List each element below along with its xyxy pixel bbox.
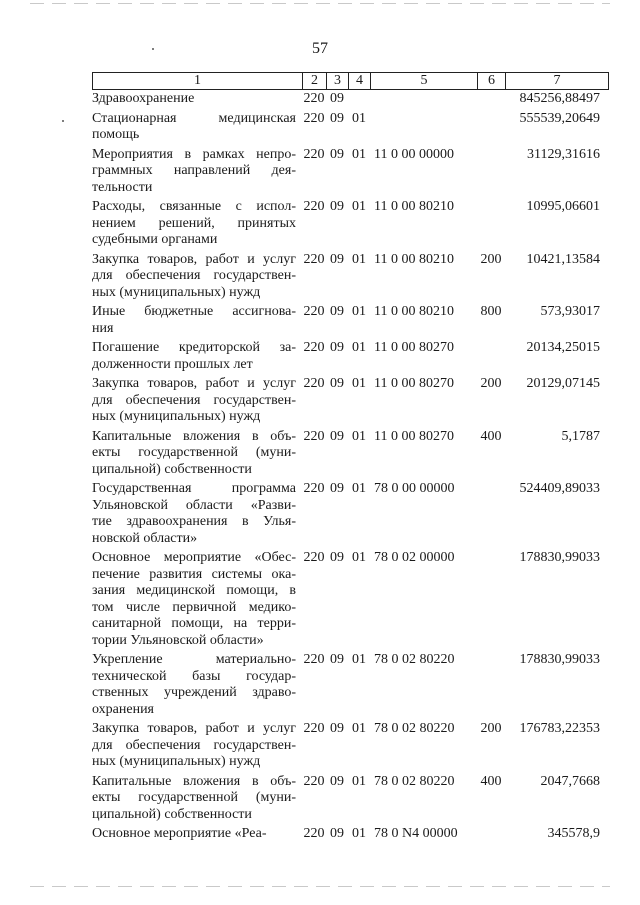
scan-edge-top [30, 3, 610, 4]
row-name-line: тельности [92, 179, 153, 195]
code-section-cell: 09 [330, 340, 344, 355]
code-section-cell: 09 [330, 304, 344, 319]
row-name-line: ных (муниципальных) нужд [92, 409, 261, 424]
row-name-cell [92, 826, 302, 846]
row-name-line: ных (муниципальных) нужд [92, 754, 261, 769]
row-name-line: Расходы, связанные с испол- [92, 199, 296, 214]
code-target-article-cell: 11 0 00 80210 [374, 199, 454, 214]
code-subsection-cell: 01 [352, 146, 366, 162]
row-name-line: ципальной) собственности [92, 806, 252, 822]
table-row [92, 429, 608, 482]
code-expense-type-cell [477, 91, 505, 111]
code-grbs-cell: 220 [303, 376, 325, 391]
row-name-line: Укрепление материально- [92, 652, 296, 667]
code-expense-type-cell: 800 [480, 304, 502, 319]
row-name-line: ных (муниципальных) нужд [92, 284, 261, 300]
amount-cell: 10995,06601 [526, 199, 600, 214]
code-target-article-cell: 11 0 00 80270 [374, 340, 454, 355]
row-name-line: Иные бюджетные ассигнова- [92, 304, 296, 319]
code-expense-type-cell: 200 [480, 376, 502, 391]
row-name-line: Государственная программа [92, 481, 296, 496]
amount-cell: 31129,31616 [527, 146, 600, 162]
table-row [92, 774, 608, 827]
code-expense-type-cell [477, 652, 505, 721]
code-section-cell: 09 [330, 481, 344, 496]
row-name-cell [92, 774, 302, 827]
amount-cell: 5,1787 [561, 428, 600, 444]
code-subsection-cell: 01 [352, 340, 366, 355]
row-name-cell [92, 429, 302, 482]
code-section-cell: 09 [330, 550, 344, 565]
code-target-article-cell: 78 0 02 80220 [374, 652, 455, 667]
scan-speck [62, 120, 64, 122]
budget-table-body [92, 91, 608, 846]
code-section-cell: 09 [330, 251, 344, 267]
code-expense-type-cell [477, 340, 505, 376]
table-row [92, 111, 608, 147]
code-subsection-cell [348, 91, 370, 111]
code-subsection-cell: 01 [352, 550, 366, 565]
table-row [92, 340, 608, 376]
table-row [92, 721, 608, 774]
row-name-line: Мероприятия в рамках непро- [92, 146, 296, 162]
column-header-4: 4 [349, 73, 371, 90]
row-name-line: Основное мероприятие «Обес- [92, 550, 296, 565]
row-name-cell [92, 340, 302, 376]
row-name-line: санитарной помощи, на терри- [92, 616, 296, 631]
row-name-cell [92, 376, 302, 429]
table-row [92, 550, 608, 652]
row-name-line: Капитальные вложения в объ- [92, 428, 296, 444]
row-name-cell [92, 252, 302, 305]
row-name-line: Погашение кредиторской за- [92, 340, 296, 355]
code-target-article-cell: 11 0 00 80210 [374, 304, 454, 319]
code-grbs-cell: 220 [303, 199, 325, 214]
table-row [92, 481, 608, 550]
amount-cell: 555539,20649 [519, 110, 600, 126]
code-section-cell: 09 [330, 110, 344, 126]
code-target-article-cell: 11 0 00 80210 [374, 251, 454, 267]
row-name-line: для обеспечения государствен- [92, 392, 296, 408]
code-subsection-cell: 01 [352, 251, 366, 267]
amount-cell: 176783,22353 [519, 721, 600, 736]
code-expense-type-cell: 400 [480, 428, 502, 444]
amount-cell: 20134,25015 [526, 340, 600, 355]
amount-cell: 524409,89033 [519, 481, 600, 496]
row-name-line: Основное мероприятие «Реа- [92, 826, 267, 841]
row-name-line: судебными органами [92, 232, 218, 247]
code-grbs-cell: 220 [303, 251, 325, 267]
code-expense-type-cell [477, 199, 505, 252]
code-target-article-cell: 11 0 00 00000 [374, 146, 454, 162]
code-grbs-cell: 220 [303, 550, 325, 565]
row-name-line: екты государственной (муни- [92, 445, 296, 460]
code-section-cell: 09 [330, 199, 344, 214]
row-name-line: нением решений, принятых [92, 215, 296, 231]
code-expense-type-cell: 400 [480, 773, 502, 789]
row-name-line: том числе первичной медико- [92, 599, 296, 615]
table-row [92, 147, 608, 200]
row-name-line: тории Ульяновской области» [92, 632, 264, 648]
row-name-cell [92, 481, 302, 550]
code-expense-type-cell [477, 550, 505, 652]
table-row [92, 91, 608, 111]
row-name-cell [92, 550, 302, 652]
code-section-cell: 09 [330, 652, 344, 667]
row-name-cell [92, 147, 302, 200]
amount-cell: 573,93017 [540, 304, 600, 319]
code-grbs-cell: 220 [303, 340, 325, 355]
row-name-line: Закупка товаров, работ и услуг [92, 376, 296, 391]
row-name-line: ципальной) собственности [92, 461, 252, 477]
amount-cell: 10421,13584 [526, 251, 600, 267]
table-row [92, 652, 608, 721]
row-name-cell [92, 721, 302, 774]
code-section-cell: 09 [330, 826, 344, 841]
code-subsection-cell: 01 [352, 376, 366, 391]
row-name-line: для обеспечения государствен- [92, 737, 296, 753]
code-expense-type-cell: 200 [480, 251, 502, 267]
code-target-article-cell: 78 0 N4 00000 [374, 826, 458, 841]
column-header-6: 6 [478, 73, 506, 90]
code-section-cell: 09 [330, 376, 344, 391]
row-name-line: граммных направлений дея- [92, 163, 296, 178]
code-grbs-cell: 220 [303, 773, 325, 789]
row-name-line: тие здравоохранения в Улья- [92, 514, 296, 529]
column-header-2: 2 [303, 73, 327, 90]
code-target-article-cell: 11 0 00 80270 [374, 428, 454, 444]
code-subsection-cell: 01 [352, 199, 366, 214]
table-row [92, 304, 608, 340]
code-grbs-cell: 220 [303, 146, 325, 162]
amount-cell: 178830,99033 [519, 550, 600, 565]
code-grbs-cell: 220 [303, 91, 325, 106]
code-target-article-cell: 78 0 00 00000 [374, 481, 455, 496]
code-section-cell: 09 [330, 428, 344, 444]
code-subsection-cell: 01 [352, 304, 366, 319]
code-target-article-cell [370, 91, 477, 111]
code-expense-type-cell [477, 826, 505, 846]
row-name-line: ственных учреждений здраво- [92, 685, 296, 700]
column-header-1: 1 [93, 73, 303, 90]
code-subsection-cell: 01 [352, 826, 366, 841]
row-name-cell [92, 304, 302, 340]
code-section-cell: 09 [330, 91, 344, 106]
code-subsection-cell: 01 [352, 773, 366, 789]
column-header-table [92, 72, 609, 90]
table-row [92, 252, 608, 305]
code-expense-type-cell [477, 111, 505, 147]
row-name-line: долженности прошлых лет [92, 356, 253, 372]
row-name-line: Стационарная медицинская [92, 110, 296, 126]
code-subsection-cell: 01 [352, 721, 366, 736]
row-name-line: печение развития системы ока- [92, 566, 296, 582]
table-row [92, 826, 608, 846]
code-expense-type-cell [477, 481, 505, 550]
row-name-cell [92, 111, 302, 147]
column-header-5: 5 [371, 73, 478, 90]
code-target-article-cell: 78 0 02 80220 [374, 721, 455, 736]
page-number: 57 [312, 40, 328, 57]
row-name-line: Ульяновской области «Разви- [92, 497, 296, 513]
row-name-line: Капитальные вложения в объ- [92, 773, 296, 789]
amount-cell: 345578,9 [547, 826, 600, 841]
code-target-article-cell: 78 0 02 80220 [374, 773, 455, 789]
row-name-line: для обеспечения государствен- [92, 268, 296, 283]
code-grbs-cell: 220 [303, 110, 325, 126]
table-row [92, 199, 608, 252]
amount-cell: 2047,7668 [540, 773, 600, 789]
column-header-3: 3 [327, 73, 349, 90]
table-row [92, 376, 608, 429]
column-header-7: 7 [506, 73, 609, 90]
row-name-line: новской области» [92, 530, 198, 546]
code-grbs-cell: 220 [303, 428, 325, 444]
code-grbs-cell: 220 [303, 721, 325, 736]
scan-speck [152, 48, 154, 50]
code-section-cell: 09 [330, 721, 344, 736]
code-section-cell: 09 [330, 146, 344, 162]
code-target-article-cell [370, 111, 477, 147]
code-subsection-cell: 01 [352, 110, 366, 126]
code-subsection-cell: 01 [352, 652, 366, 667]
scan-edge-bottom [30, 886, 610, 887]
amount-cell: 20129,07145 [526, 376, 600, 391]
budget-table [92, 91, 608, 846]
code-grbs-cell: 220 [303, 304, 325, 319]
amount-cell: 845256,88497 [519, 91, 600, 106]
row-name-line: Закупка товаров, работ и услуг [92, 251, 296, 267]
code-grbs-cell: 220 [303, 652, 325, 667]
row-name-line: зания медицинской помощи, в [92, 583, 296, 598]
code-grbs-cell: 220 [303, 826, 325, 841]
row-name-line: охранения [92, 701, 154, 717]
row-name-line: технической базы государ- [92, 668, 296, 684]
row-name-line: ния [92, 320, 114, 336]
row-name-line: Закупка товаров, работ и услуг [92, 721, 296, 736]
row-name-cell [92, 652, 302, 721]
code-section-cell: 09 [330, 773, 344, 789]
row-name-line: екты государственной (муни- [92, 790, 296, 805]
code-grbs-cell: 220 [303, 481, 325, 496]
column-header-row [93, 73, 609, 90]
row-name-cell [92, 91, 302, 111]
row-name-line: Здравоохранение [92, 91, 195, 106]
row-name-cell [92, 199, 302, 252]
amount-cell: 178830,99033 [519, 652, 600, 667]
row-name-line: помощь [92, 127, 140, 142]
code-expense-type-cell: 200 [480, 721, 502, 736]
code-expense-type-cell [477, 147, 505, 200]
code-target-article-cell: 78 0 02 00000 [374, 550, 455, 565]
code-subsection-cell: 01 [352, 428, 366, 444]
code-target-article-cell: 11 0 00 80270 [374, 376, 454, 391]
code-subsection-cell: 01 [352, 481, 366, 496]
